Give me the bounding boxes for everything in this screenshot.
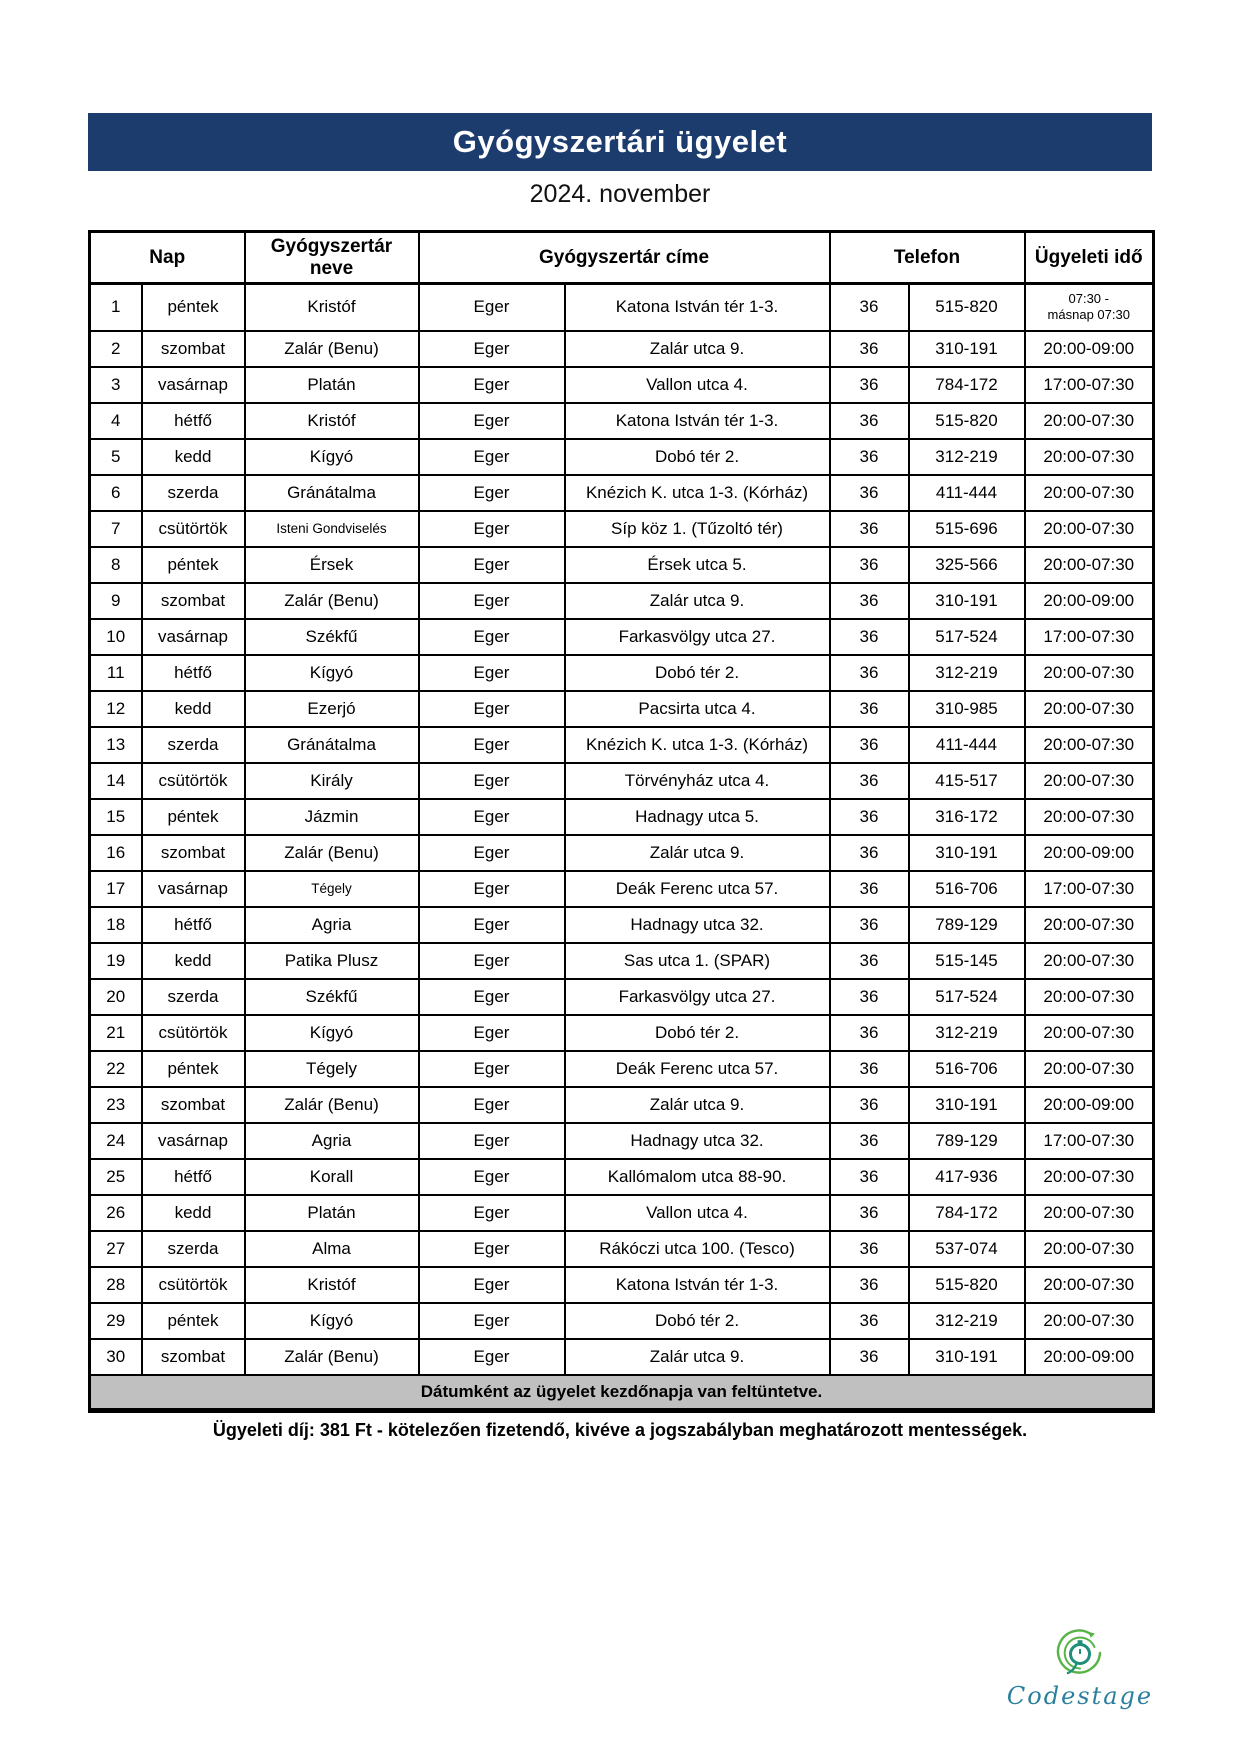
cell-phone-number: 417-936 [909, 1159, 1025, 1195]
cell-phone-number: 789-129 [909, 1123, 1025, 1159]
cell-day-of-week: vasárnap [142, 1123, 245, 1159]
cell-city: Eger [419, 619, 565, 655]
cell-duty-time: 17:00-07:30 [1025, 367, 1154, 403]
cell-street-address: Hadnagy utca 32. [565, 907, 830, 943]
header-row [90, 232, 1154, 284]
col-header-phone: Telefon [830, 232, 1025, 284]
table-row [90, 1195, 1154, 1231]
cell-phone-number: 310-191 [909, 331, 1025, 367]
cell-phone-area-code: 36 [830, 1015, 909, 1051]
cell-day-of-week: hétfő [142, 907, 245, 943]
cell-street-address: Zalár utca 9. [565, 1339, 830, 1375]
cell-pharmacy-name: Kristóf [245, 1267, 419, 1303]
cell-city: Eger [419, 511, 565, 547]
cell-city: Eger [419, 1051, 565, 1087]
cell-day-number: 22 [90, 1051, 142, 1087]
cell-day-of-week: szombat [142, 331, 245, 367]
cell-pharmacy-name: Érsek [245, 547, 419, 583]
cell-pharmacy-name: Isteni Gondviselés [245, 511, 419, 547]
cell-city: Eger [419, 763, 565, 799]
col-header-duty-time: Ügyeleti idő [1025, 232, 1154, 284]
cell-day-number: 12 [90, 691, 142, 727]
cell-phone-number: 516-706 [909, 871, 1025, 907]
cell-phone-number: 325-566 [909, 547, 1025, 583]
cell-phone-area-code: 36 [830, 1231, 909, 1267]
cell-day-number: 29 [90, 1303, 142, 1339]
cell-phone-area-code: 36 [830, 691, 909, 727]
cell-city: Eger [419, 835, 565, 871]
codestage-wordmark: Codestage [1006, 1682, 1154, 1710]
cell-phone-area-code: 36 [830, 763, 909, 799]
cell-city: Eger [419, 799, 565, 835]
cell-city: Eger [419, 439, 565, 475]
codestage-swirl-icon [1053, 1626, 1107, 1680]
table-row [90, 835, 1154, 871]
cell-pharmacy-name: Székfű [245, 619, 419, 655]
cell-city: Eger [419, 907, 565, 943]
cell-phone-area-code: 36 [830, 1303, 909, 1339]
cell-street-address: Farkasvölgy utca 27. [565, 619, 830, 655]
table-row [90, 331, 1154, 367]
cell-phone-number: 310-191 [909, 1339, 1025, 1375]
cell-day-of-week: csütörtök [142, 1015, 245, 1051]
cell-street-address: Síp köz 1. (Tűzoltó tér) [565, 511, 830, 547]
cell-duty-time: 20:00-07:30 [1025, 1015, 1154, 1051]
cell-city: Eger [419, 475, 565, 511]
cell-phone-area-code: 36 [830, 1159, 909, 1195]
cell-day-number: 23 [90, 1087, 142, 1123]
cell-duty-time: 17:00-07:30 [1025, 619, 1154, 655]
cell-pharmacy-name: Platán [245, 1195, 419, 1231]
cell-phone-number: 515-820 [909, 1267, 1025, 1303]
cell-phone-area-code: 36 [830, 1087, 909, 1123]
cell-pharmacy-name: Gránátalma [245, 727, 419, 763]
cell-city: Eger [419, 655, 565, 691]
cell-phone-number: 515-820 [909, 403, 1025, 439]
schedule-table [88, 230, 1155, 1413]
table-row [90, 727, 1154, 763]
page-title: Gyógyszertári ügyelet [452, 124, 788, 159]
cell-city: Eger [419, 1159, 565, 1195]
cell-pharmacy-name: Zalár (Benu) [245, 1339, 419, 1375]
cell-day-of-week: vasárnap [142, 367, 245, 403]
cell-phone-number: 537-074 [909, 1231, 1025, 1267]
cell-day-of-week: hétfő [142, 655, 245, 691]
cell-phone-area-code: 36 [830, 871, 909, 907]
cell-day-of-week: csütörtök [142, 763, 245, 799]
cell-pharmacy-name: Ezerjó [245, 691, 419, 727]
cell-street-address: Dobó tér 2. [565, 1015, 830, 1051]
cell-street-address: Rákóczi utca 100. (Tesco) [565, 1231, 830, 1267]
cell-street-address: Hadnagy utca 5. [565, 799, 830, 835]
cell-day-number: 19 [90, 943, 142, 979]
cell-street-address: Zalár utca 9. [565, 583, 830, 619]
table-row [90, 475, 1154, 511]
cell-city: Eger [419, 331, 565, 367]
cell-day-of-week: szombat [142, 583, 245, 619]
cell-day-number: 2 [90, 331, 142, 367]
cell-duty-time: 20:00-07:30 [1025, 979, 1154, 1015]
table-row [90, 284, 1154, 331]
cell-pharmacy-name: Király [245, 763, 419, 799]
cell-city: Eger [419, 1087, 565, 1123]
cell-street-address: Dobó tér 2. [565, 655, 830, 691]
cell-street-address: Deák Ferenc utca 57. [565, 871, 830, 907]
cell-day-number: 13 [90, 727, 142, 763]
cell-day-of-week: péntek [142, 284, 245, 331]
cell-phone-number: 312-219 [909, 1303, 1025, 1339]
cell-duty-time: 17:00-07:30 [1025, 871, 1154, 907]
cell-pharmacy-name: Korall [245, 1159, 419, 1195]
table-row [90, 907, 1154, 943]
cell-pharmacy-name: Zalár (Benu) [245, 583, 419, 619]
cell-phone-number: 316-172 [909, 799, 1025, 835]
cell-phone-area-code: 36 [830, 1123, 909, 1159]
col-header-day: Nap [90, 232, 245, 284]
cell-duty-time: 20:00-07:30 [1025, 403, 1154, 439]
cell-pharmacy-name: Kígyó [245, 1015, 419, 1051]
cell-duty-time: 20:00-07:30 [1025, 547, 1154, 583]
cell-street-address: Katona István tér 1-3. [565, 1267, 830, 1303]
cell-phone-area-code: 36 [830, 367, 909, 403]
cell-phone-number: 411-444 [909, 475, 1025, 511]
cell-phone-number: 310-191 [909, 1087, 1025, 1123]
cell-city: Eger [419, 1339, 565, 1375]
cell-city: Eger [419, 1267, 565, 1303]
cell-street-address: Törvényház utca 4. [565, 763, 830, 799]
table-row [90, 1159, 1154, 1195]
cell-day-number: 30 [90, 1339, 142, 1375]
cell-street-address: Vallon utca 4. [565, 367, 830, 403]
col-header-address: Gyógyszertár címe [419, 232, 830, 284]
cell-duty-time: 20:00-07:30 [1025, 763, 1154, 799]
cell-phone-area-code: 36 [830, 835, 909, 871]
cell-phone-number: 784-172 [909, 1195, 1025, 1231]
cell-day-of-week: hétfő [142, 1159, 245, 1195]
cell-day-number: 18 [90, 907, 142, 943]
cell-day-number: 17 [90, 871, 142, 907]
cell-duty-time: 20:00-07:30 [1025, 799, 1154, 835]
cell-day-number: 11 [90, 655, 142, 691]
cell-day-of-week: szombat [142, 835, 245, 871]
cell-pharmacy-name: Kristóf [245, 403, 419, 439]
cell-day-of-week: kedd [142, 691, 245, 727]
cell-street-address: Hadnagy utca 32. [565, 1123, 830, 1159]
cell-day-of-week: vasárnap [142, 619, 245, 655]
cell-street-address: Zalár utca 9. [565, 835, 830, 871]
cell-city: Eger [419, 1303, 565, 1339]
cell-day-of-week: péntek [142, 799, 245, 835]
cell-duty-time: 20:00-09:00 [1025, 835, 1154, 871]
cell-pharmacy-name: Kristóf [245, 284, 419, 331]
cell-duty-time: 07:30 - másnap 07:30 [1025, 284, 1154, 331]
cell-day-of-week: csütörtök [142, 1267, 245, 1303]
duty-fee-note: Ügyeleti díj: 381 Ft - kötelezően fizetendő, kivéve a jogszabályban meghatározott mentességek. [212, 1420, 1028, 1440]
cell-phone-number: 411-444 [909, 727, 1025, 763]
cell-day-of-week: péntek [142, 1303, 245, 1339]
cell-street-address: Érsek utca 5. [565, 547, 830, 583]
cell-phone-number: 515-696 [909, 511, 1025, 547]
cell-phone-number: 310-191 [909, 835, 1025, 871]
table-row [90, 439, 1154, 475]
cell-day-number: 27 [90, 1231, 142, 1267]
cell-duty-time: 20:00-09:00 [1025, 1087, 1154, 1123]
cell-street-address: Katona István tér 1-3. [565, 284, 830, 331]
cell-phone-area-code: 36 [830, 799, 909, 835]
cell-phone-area-code: 36 [830, 979, 909, 1015]
cell-phone-number: 517-524 [909, 979, 1025, 1015]
cell-street-address: Vallon utca 4. [565, 1195, 830, 1231]
cell-city: Eger [419, 284, 565, 331]
cell-duty-time: 20:00-07:30 [1025, 1051, 1154, 1087]
cell-phone-area-code: 36 [830, 727, 909, 763]
cell-day-number: 21 [90, 1015, 142, 1051]
cell-phone-area-code: 36 [830, 284, 909, 331]
cell-day-number: 9 [90, 583, 142, 619]
table-row [90, 367, 1154, 403]
col-header-pharmacy-name: Gyógyszertár neve [245, 232, 419, 284]
cell-duty-time: 20:00-07:30 [1025, 655, 1154, 691]
table-row [90, 511, 1154, 547]
cell-day-of-week: kedd [142, 439, 245, 475]
cell-day-of-week: szerda [142, 475, 245, 511]
cell-phone-number: 515-145 [909, 943, 1025, 979]
table-row [90, 1231, 1154, 1267]
table-row [90, 1267, 1154, 1303]
cell-phone-number: 312-219 [909, 655, 1025, 691]
cell-street-address: Zalár utca 9. [565, 331, 830, 367]
cell-duty-time: 20:00-07:30 [1025, 1195, 1154, 1231]
cell-city: Eger [419, 1231, 565, 1267]
cell-city: Eger [419, 1195, 565, 1231]
cell-duty-time: 20:00-07:30 [1025, 691, 1154, 727]
cell-day-number: 5 [90, 439, 142, 475]
cell-duty-time: 20:00-07:30 [1025, 475, 1154, 511]
cell-day-number: 26 [90, 1195, 142, 1231]
cell-day-number: 3 [90, 367, 142, 403]
cell-day-of-week: szerda [142, 727, 245, 763]
cell-pharmacy-name: Kígyó [245, 439, 419, 475]
cell-duty-time: 20:00-07:30 [1025, 727, 1154, 763]
cell-pharmacy-name: Agria [245, 907, 419, 943]
table-row [90, 1339, 1154, 1375]
codestage-logo [1000, 1626, 1160, 1710]
cell-phone-area-code: 36 [830, 403, 909, 439]
cell-city: Eger [419, 403, 565, 439]
cell-day-number: 15 [90, 799, 142, 835]
cell-phone-area-code: 36 [830, 439, 909, 475]
cell-day-of-week: péntek [142, 547, 245, 583]
cell-duty-time: 20:00-07:30 [1025, 943, 1154, 979]
schedule-body [90, 284, 1154, 1375]
cell-pharmacy-name: Jázmin [245, 799, 419, 835]
cell-phone-number: 517-524 [909, 619, 1025, 655]
cell-duty-time: 20:00-07:30 [1025, 1267, 1154, 1303]
table-row [90, 943, 1154, 979]
cell-day-of-week: péntek [142, 1051, 245, 1087]
cell-street-address: Pacsirta utca 4. [565, 691, 830, 727]
cell-phone-area-code: 36 [830, 331, 909, 367]
cell-phone-number: 310-191 [909, 583, 1025, 619]
cell-day-number: 1 [90, 284, 142, 331]
cell-day-of-week: hétfő [142, 403, 245, 439]
cell-day-number: 7 [90, 511, 142, 547]
table-header [90, 232, 1154, 284]
cell-phone-number: 312-219 [909, 1015, 1025, 1051]
cell-phone-area-code: 36 [830, 1051, 909, 1087]
cell-day-of-week: kedd [142, 1195, 245, 1231]
cell-day-of-week: szerda [142, 1231, 245, 1267]
cell-day-number: 24 [90, 1123, 142, 1159]
cell-phone-number: 310-985 [909, 691, 1025, 727]
note-row [90, 1375, 1154, 1411]
cell-day-number: 6 [90, 475, 142, 511]
cell-duty-time: 20:00-07:30 [1025, 1231, 1154, 1267]
cell-duty-time: 20:00-09:00 [1025, 331, 1154, 367]
schedule-table-wrapper [88, 230, 1152, 1413]
cell-phone-number: 515-820 [909, 284, 1025, 331]
cell-city: Eger [419, 943, 565, 979]
title-band [88, 113, 1152, 171]
cell-phone-number: 789-129 [909, 907, 1025, 943]
cell-pharmacy-name: Patika Plusz [245, 943, 419, 979]
cell-day-of-week: csütörtök [142, 511, 245, 547]
cell-day-of-week: szerda [142, 979, 245, 1015]
cell-day-number: 20 [90, 979, 142, 1015]
note-band-body [90, 1375, 1154, 1411]
cell-duty-time: 20:00-07:30 [1025, 1159, 1154, 1195]
cell-pharmacy-name: Székfű [245, 979, 419, 1015]
cell-day-number: 14 [90, 763, 142, 799]
cell-duty-time: 20:00-07:30 [1025, 907, 1154, 943]
cell-day-of-week: szombat [142, 1339, 245, 1375]
table-row [90, 799, 1154, 835]
cell-phone-area-code: 36 [830, 943, 909, 979]
table-row [90, 979, 1154, 1015]
cell-phone-area-code: 36 [830, 511, 909, 547]
table-row [90, 1015, 1154, 1051]
cell-duty-time: 20:00-07:30 [1025, 1303, 1154, 1339]
table-row [90, 655, 1154, 691]
month-subtitle: 2024. november [529, 180, 711, 208]
cell-day-number: 8 [90, 547, 142, 583]
cell-day-of-week: vasárnap [142, 871, 245, 907]
cell-phone-area-code: 36 [830, 655, 909, 691]
cell-day-number: 10 [90, 619, 142, 655]
table-row [90, 1303, 1154, 1339]
cell-phone-area-code: 36 [830, 907, 909, 943]
cell-street-address: Farkasvölgy utca 27. [565, 979, 830, 1015]
table-row [90, 583, 1154, 619]
cell-city: Eger [419, 727, 565, 763]
table-row [90, 1087, 1154, 1123]
cell-street-address: Dobó tér 2. [565, 1303, 830, 1339]
table-row [90, 1123, 1154, 1159]
cell-street-address: Sas utca 1. (SPAR) [565, 943, 830, 979]
cell-pharmacy-name: Tégely [245, 1051, 419, 1087]
cell-phone-area-code: 36 [830, 583, 909, 619]
cell-pharmacy-name: Kígyó [245, 655, 419, 691]
start-day-note: Dátumként az ügyelet kezdőnapja van feltüntetve. [90, 1375, 1154, 1411]
table-row [90, 691, 1154, 727]
cell-phone-number: 312-219 [909, 439, 1025, 475]
cell-city: Eger [419, 583, 565, 619]
cell-city: Eger [419, 547, 565, 583]
cell-street-address: Knézich K. utca 1-3. (Kórház) [565, 727, 830, 763]
cell-phone-area-code: 36 [830, 1195, 909, 1231]
cell-day-of-week: kedd [142, 943, 245, 979]
cell-city: Eger [419, 979, 565, 1015]
table-row [90, 1051, 1154, 1087]
cell-phone-area-code: 36 [830, 475, 909, 511]
cell-pharmacy-name: Alma [245, 1231, 419, 1267]
cell-phone-number: 784-172 [909, 367, 1025, 403]
cell-day-number: 28 [90, 1267, 142, 1303]
cell-pharmacy-name: Kígyó [245, 1303, 419, 1339]
cell-day-number: 4 [90, 403, 142, 439]
cell-day-number: 16 [90, 835, 142, 871]
cell-pharmacy-name: Zalár (Benu) [245, 1087, 419, 1123]
cell-phone-area-code: 36 [830, 619, 909, 655]
cell-duty-time: 17:00-07:30 [1025, 1123, 1154, 1159]
cell-street-address: Dobó tér 2. [565, 439, 830, 475]
table-row [90, 619, 1154, 655]
cell-city: Eger [419, 367, 565, 403]
cell-duty-time: 20:00-09:00 [1025, 583, 1154, 619]
cell-phone-area-code: 36 [830, 547, 909, 583]
cell-city: Eger [419, 691, 565, 727]
cell-street-address: Zalár utca 9. [565, 1087, 830, 1123]
cell-pharmacy-name: Zalár (Benu) [245, 835, 419, 871]
cell-pharmacy-name: Tégely [245, 871, 419, 907]
cell-phone-number: 516-706 [909, 1051, 1025, 1087]
cell-street-address: Kallómalom utca 88-90. [565, 1159, 830, 1195]
cell-pharmacy-name: Gránátalma [245, 475, 419, 511]
cell-street-address: Knézich K. utca 1-3. (Kórház) [565, 475, 830, 511]
cell-duty-time: 20:00-07:30 [1025, 439, 1154, 475]
cell-pharmacy-name: Zalár (Benu) [245, 331, 419, 367]
cell-day-of-week: szombat [142, 1087, 245, 1123]
table-row [90, 403, 1154, 439]
cell-city: Eger [419, 1123, 565, 1159]
table-row [90, 763, 1154, 799]
cell-duty-time: 20:00-09:00 [1025, 1339, 1154, 1375]
cell-pharmacy-name: Agria [245, 1123, 419, 1159]
cell-phone-area-code: 36 [830, 1339, 909, 1375]
table-row [90, 871, 1154, 907]
cell-phone-number: 415-517 [909, 763, 1025, 799]
cell-duty-time: 20:00-07:30 [1025, 511, 1154, 547]
cell-phone-area-code: 36 [830, 1267, 909, 1303]
cell-day-number: 25 [90, 1159, 142, 1195]
cell-city: Eger [419, 871, 565, 907]
cell-street-address: Deák Ferenc utca 57. [565, 1051, 830, 1087]
cell-city: Eger [419, 1015, 565, 1051]
cell-pharmacy-name: Platán [245, 367, 419, 403]
table-row [90, 547, 1154, 583]
cell-street-address: Katona István tér 1-3. [565, 403, 830, 439]
